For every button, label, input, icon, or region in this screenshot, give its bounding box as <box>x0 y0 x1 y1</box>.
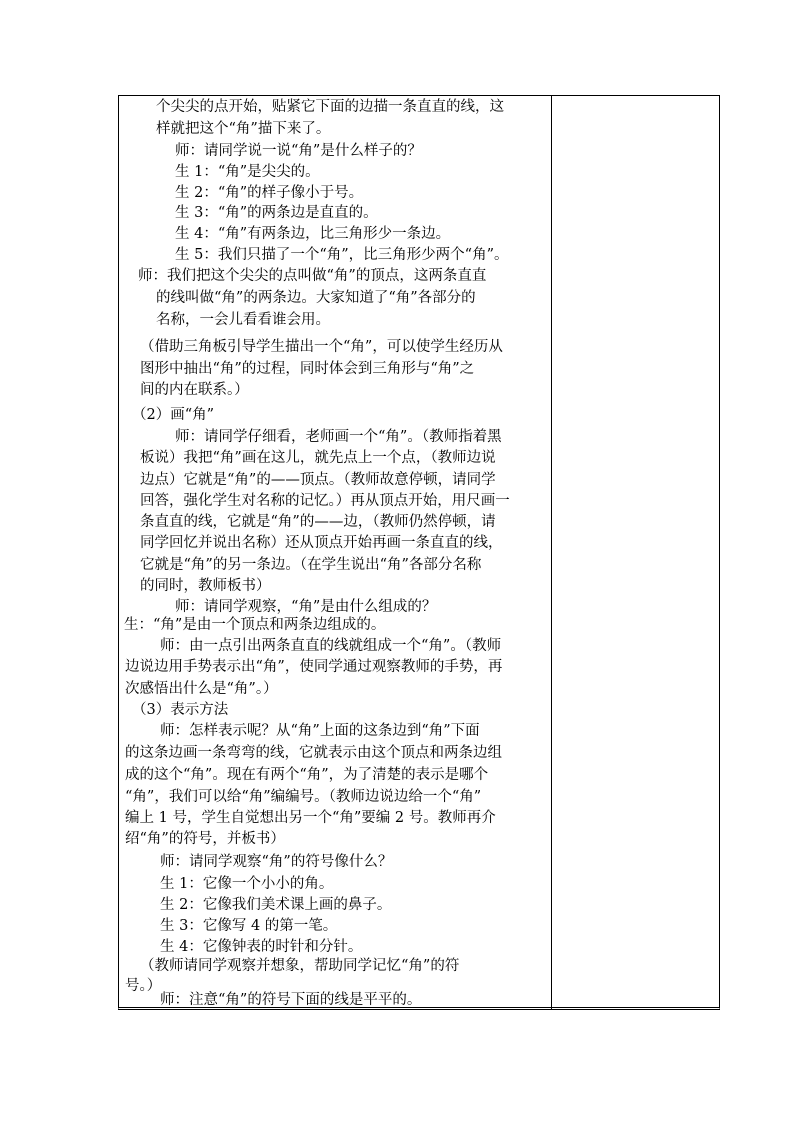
text-line: 生 5：我们只描了一个“角”，比三角形少两个“角”。 <box>175 247 509 263</box>
text-line: 师：请同学仔细看，老师画一个“角”。（教师指着黑 <box>175 429 502 445</box>
text-line: 个尖尖的点开始，贴紧它下面的边描一条直直的线，这 <box>156 99 504 115</box>
text-line: 生 4：“角”有两条边，比三角形少一条边。 <box>175 226 451 242</box>
text-line: 生 1：“角”是尖尖的。 <box>175 164 320 180</box>
text-line: 图形中抽出“角”的过程，同时体会到三角形与“角”之 <box>140 361 475 377</box>
text-line: 生 2：“角”的样子像小于号。 <box>175 185 364 201</box>
text-line: 样就把这个“角”描下来了。 <box>156 121 331 137</box>
text-line: 间的内在联系。） <box>140 382 249 398</box>
text-line: 师：由一点引出两条直直的线就组成一个“角”。（教师 <box>160 638 502 654</box>
text-line: 编上 1 号，学生自觉想出另一个“角”要编 2 号。教师再介 <box>125 810 496 826</box>
text-line: 绍“角”的符号，并板书） <box>125 831 285 847</box>
text-line: 生 3：“角”的两条边是直直的。 <box>175 205 378 221</box>
text-line: 边说边用手势表示出“角”，使同学通过观察教师的手势，再 <box>125 659 503 675</box>
text-line: 师：请同学说一说“角”是什么样子的？ <box>175 143 422 159</box>
text-line: 生 1：它像一个小小的角。 <box>160 876 334 892</box>
section-heading: （2）画“角” <box>132 407 215 423</box>
text-line: 的同时，教师板书） <box>140 578 271 594</box>
text-line: 号。） <box>125 978 162 994</box>
text-line: 板说）我把“角”画在这儿，就先点上一个点，（教师边说 <box>140 450 496 466</box>
table-column-divider <box>551 95 552 1010</box>
text-line: （教师请同学观察并想象，帮助同学记忆“角”的符 <box>140 958 460 974</box>
text-line: 生 4：它像钟表的时针和分针。 <box>160 939 363 955</box>
text-line: 师：请同学观察“角”的符号像什么？ <box>160 854 393 870</box>
text-line: 师：怎样表示呢？从“角”上面的这条边到“角”下面 <box>160 723 480 739</box>
text-line: 条直直的线，它就是“角”的——边，（教师仍然停顿，请 <box>140 514 496 530</box>
text-line: “角”，我们可以给“角”编编号。（教师边说边给一个“角” <box>125 789 482 805</box>
text-line: 的这条边画一条弯弯的线，它就表示由这个顶点和两条边组 <box>125 745 502 761</box>
text-line: 生 2：它像我们美术课上画的鼻子。 <box>160 897 392 913</box>
text-line: 的线叫做“角”的两条边。大家知道了“角”各部分的 <box>156 290 476 306</box>
text-line: 成的这个“角”。现在有两个“角”，为了清楚的表示是哪个 <box>125 767 489 783</box>
text-line: 同学回忆并说出名称）还从顶点开始再画一条直直的线， <box>140 535 503 551</box>
text-line: 边点）它就是“角”的——顶点。（教师故意停顿，请同学 <box>140 472 496 488</box>
text-line: 生：“角”是由一个顶点和两条边组成的。 <box>124 617 386 633</box>
text-line: 师：请同学观察，“角”是由什么组成的？ <box>175 599 437 615</box>
text-line: 它就是“角”的另一条边。（在学生说出“角”各部分名称 <box>140 557 482 573</box>
text-line: 生 3：它像写 4 的第一笔。 <box>160 918 338 934</box>
text-line: 师：注意“角”的符号下面的线是平平的。 <box>160 992 422 1008</box>
text-line: 名称，一会儿看看谁会用。 <box>156 312 330 328</box>
text-line: 次感悟出什么是“角”。） <box>125 681 278 697</box>
text-line: 回答，强化学生对名称的记忆。）再从顶点开始，用尺画一 <box>140 493 510 509</box>
section-heading: （3）表示方法 <box>132 702 229 718</box>
text-line: 师：我们把这个尖尖的点叫做“角”的顶点，这两条直直 <box>138 268 487 284</box>
text-line: （借助三角板引导学生描出一个“角”，可以使学生经历从 <box>140 339 503 355</box>
